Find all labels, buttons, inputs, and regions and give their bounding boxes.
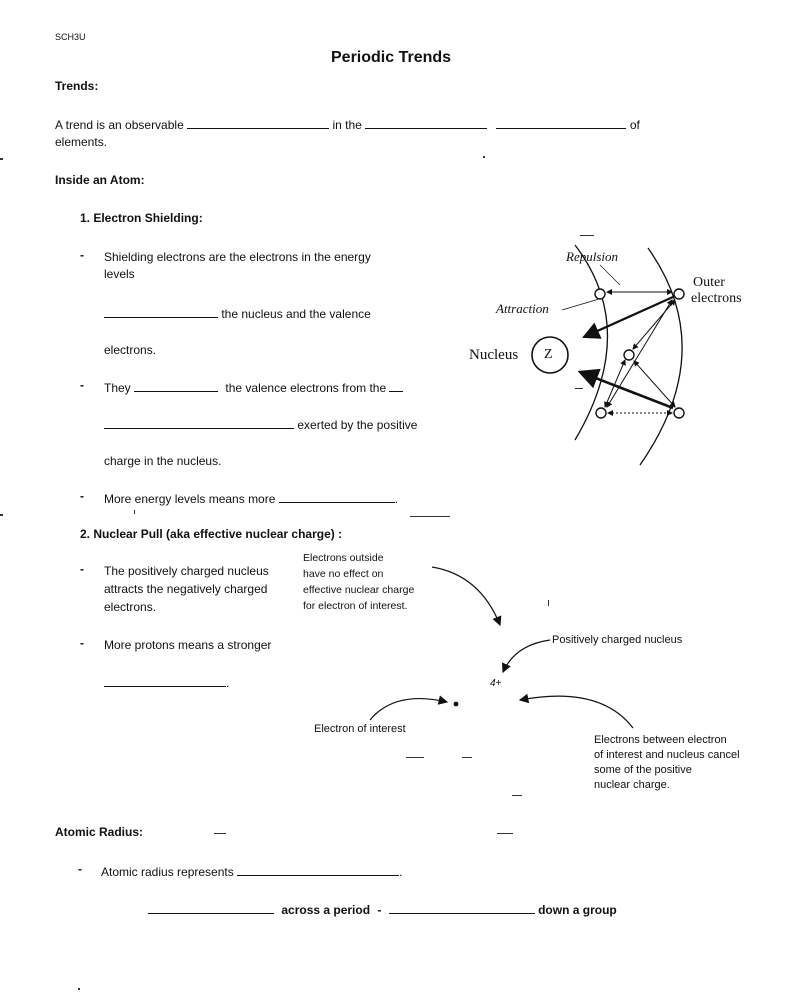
nuclear-pull-bullet1-line2: attracts the negatively charged xyxy=(104,582,268,596)
stray-line xyxy=(512,795,522,796)
scan-speck xyxy=(483,156,485,158)
atomic-radius-trend-line xyxy=(148,901,617,918)
stray-line xyxy=(214,833,226,834)
electron-dot xyxy=(596,408,606,418)
stray-line xyxy=(497,833,513,834)
outside-label-4: for electron of interest. xyxy=(303,600,408,612)
outside-label-3: effective nuclear charge xyxy=(303,584,415,596)
between-label-4: nuclear charge. xyxy=(594,779,670,791)
atomic-radius-heading: Atomic Radius: xyxy=(55,825,144,839)
repulsion-label: Repulsion xyxy=(566,249,618,264)
outside-label-1: Electrons outside xyxy=(303,552,384,564)
nuclear-pull-bullet1-line1: The positively charged nucleus xyxy=(104,564,269,578)
blank-field[interactable] xyxy=(148,901,274,914)
down-group-text: down a group xyxy=(538,903,617,917)
shielding-bullet1-line4: electrons. xyxy=(104,343,157,357)
scan-speck xyxy=(0,514,3,516)
outside-arrow xyxy=(432,567,500,625)
nucleus-label: Nucleus xyxy=(469,347,519,363)
outer-electrons-label-2: electrons xyxy=(691,291,742,306)
outside-label-2: have no effect on xyxy=(303,568,384,580)
nuclear-pull-bullet2: More protons means a stronger xyxy=(104,638,272,652)
shielding-heading: 1. Electron Shielding: xyxy=(80,211,203,225)
stray-line xyxy=(462,757,472,758)
shielding-bullet1-line1: Shielding electrons are the electrons in the energy xyxy=(104,250,371,264)
repulsion-arrow xyxy=(607,300,672,407)
scan-speck xyxy=(78,988,80,990)
electron-of-interest-dot xyxy=(454,702,459,707)
attraction-label: Attraction xyxy=(496,301,549,316)
page-title: Periodic Trends xyxy=(331,49,452,66)
nuclear-pull-heading: 2. Nuclear Pull (aka effective nuclear charge) : xyxy=(80,527,343,541)
scan-speck xyxy=(134,510,135,514)
shielding-text: They xyxy=(104,381,131,395)
interest-arrow xyxy=(370,699,447,720)
shielding-text: More energy levels means more xyxy=(104,492,276,506)
scan-speck xyxy=(548,600,549,606)
atomic-radius-bullet1: Atomic radius represents . xyxy=(101,865,403,879)
bullet-dash: - xyxy=(80,378,84,392)
blank-field[interactable] xyxy=(389,901,535,914)
nucleus-arrow xyxy=(503,640,550,672)
blank-field[interactable] xyxy=(237,863,399,876)
between-label-1: Electrons between electron xyxy=(594,734,727,746)
nucleus-z-label: Z xyxy=(544,347,553,362)
stray-line xyxy=(580,235,594,236)
inside-atom-heading: Inside an Atom: xyxy=(55,173,145,187)
blank-field[interactable] xyxy=(104,674,226,687)
attraction-arrow xyxy=(584,297,673,337)
nucleus-charge-mark: 4+ xyxy=(490,678,502,689)
bullet-dash: - xyxy=(80,489,84,503)
trends-text-a: A trend is an observable xyxy=(55,118,184,132)
between-arrow xyxy=(520,696,633,728)
shielding-bullet1-line2: levels xyxy=(104,267,135,281)
trends-text-c: of xyxy=(629,118,640,132)
radius-text: Atomic radius represents xyxy=(101,865,234,879)
repulsion-leader xyxy=(600,265,620,285)
nuclear-pull-bullet2-blank: . xyxy=(104,674,229,691)
scan-speck xyxy=(0,158,3,160)
bullet-dash: - xyxy=(80,248,84,262)
between-label-2: of interest and nucleus cancel xyxy=(594,749,740,761)
electron-dot xyxy=(595,289,605,299)
between-label-3: some of the positive xyxy=(594,764,692,776)
shielding-text: the nucleus and the valence xyxy=(221,307,371,321)
trends-line-2: elements. xyxy=(55,135,108,149)
shielding-text: exerted by the positive xyxy=(297,418,418,432)
shielding-bullet2-line3: charge in the nucleus. xyxy=(104,454,222,468)
bullet-dash: - xyxy=(78,862,82,876)
outer-electrons-label-1: Outer xyxy=(693,275,725,290)
stray-line xyxy=(410,516,450,517)
bullet-dash: - xyxy=(80,562,84,576)
repulsion-arrow xyxy=(633,300,675,349)
trends-text-b: in the xyxy=(332,118,362,132)
electron-of-interest-label: Electron of interest xyxy=(314,723,406,735)
bullet-dash: - xyxy=(80,636,84,650)
nuclear-pull-bullet1-line3: electrons. xyxy=(104,600,157,614)
stray-line xyxy=(406,757,424,758)
positively-charged-nucleus-label: Positively charged nucleus xyxy=(552,634,683,646)
attraction-leader xyxy=(562,299,599,310)
electron-dot xyxy=(674,289,684,299)
electron-dot xyxy=(624,350,634,360)
shielding-bullet3: More energy levels means more . xyxy=(104,492,399,506)
stray-line xyxy=(575,388,583,389)
shielding-text: the valence electrons from the xyxy=(225,381,387,395)
course-code: SCH3U xyxy=(55,32,86,42)
separator-dash: - xyxy=(377,903,382,917)
across-period-text: across a period xyxy=(281,903,371,917)
shell-arc-outer xyxy=(640,248,682,465)
trends-heading: Trends: xyxy=(55,79,99,93)
electron-dot xyxy=(674,408,684,418)
